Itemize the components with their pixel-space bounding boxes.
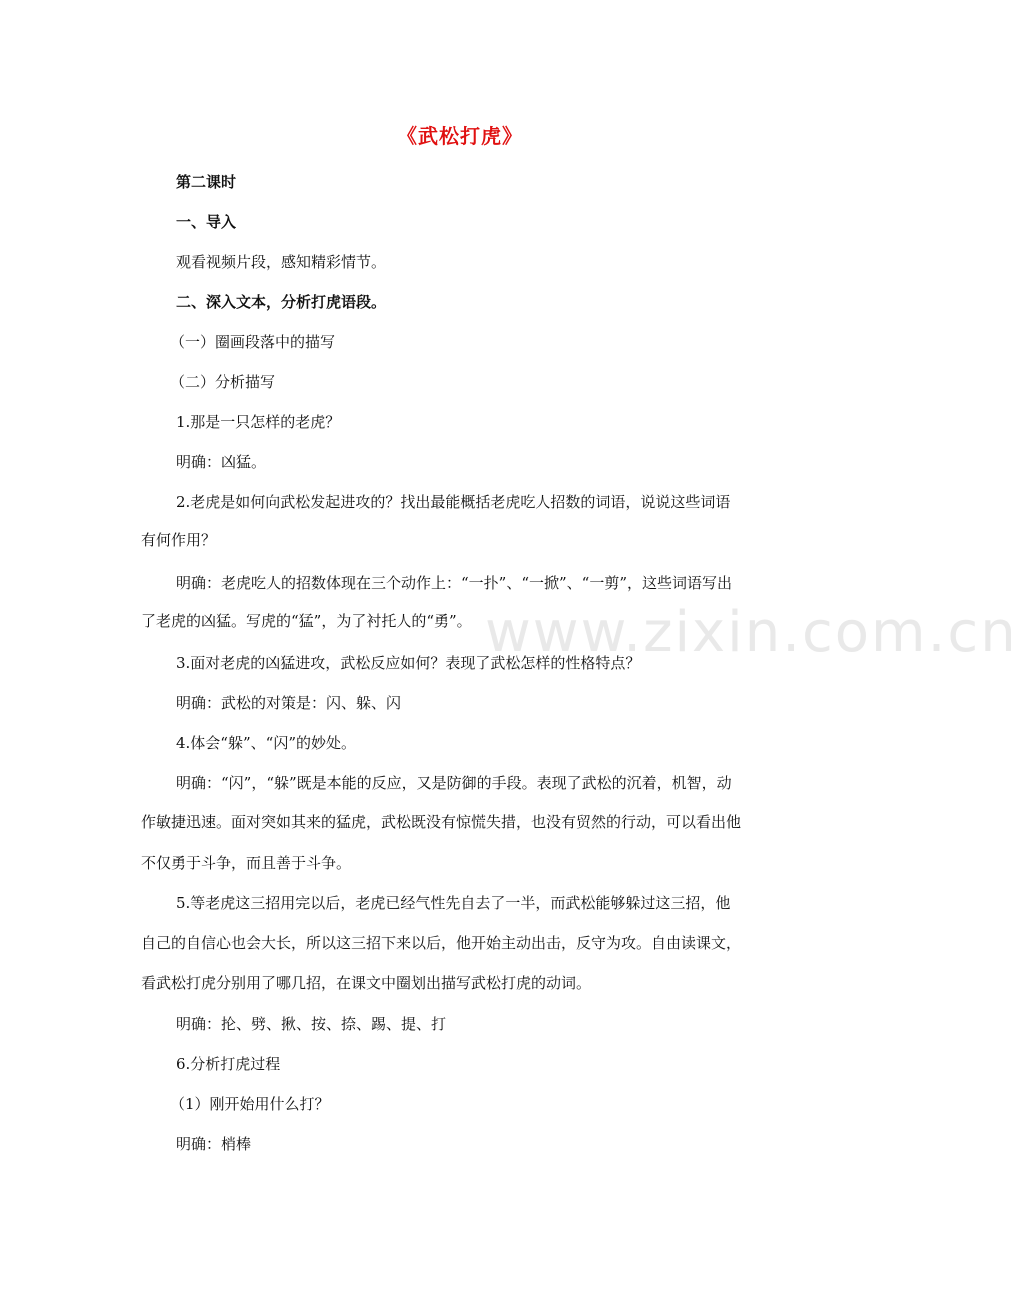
- watermark: www.zixin.com.cn: [485, 600, 1018, 665]
- answer: 明确：“闪”，“躲”既是本能的反应，又是防御的手段。表现了武松的沉着，机智，动: [176, 774, 732, 792]
- subsection-heading: （一）圈画段落中的描写: [170, 333, 336, 351]
- answer: 明确：凶猛。: [176, 453, 267, 471]
- question: 3.面对老虎的凶猛进攻，武松反应如何？表现了武松怎样的性格特点？: [176, 654, 641, 672]
- answer-continued: 作敏捷迅速。面对突如其来的猛虎，武松既没有惊慌失措，也没有贸然的行动，可以看出他: [141, 813, 742, 831]
- question-continued: 有何作用？: [141, 531, 217, 549]
- paragraph: 观看视频片段，感知精彩情节。: [176, 253, 387, 271]
- answer-continued: 了老虎的凶猛。写虎的“猛”，为了衬托人的“勇”。: [141, 612, 472, 630]
- answer-continued: 不仅勇于斗争，而且善于斗争。: [141, 854, 352, 872]
- section-heading-intro: 一、导入: [176, 213, 237, 231]
- question: 5.等老虎这三招用完以后，老虎已经气性先自去了一半，而武松能够躲过这三招，他: [176, 894, 731, 912]
- question: 2.老虎是如何向武松发起进攻的？找出最能概括老虎吃人招数的词语，说说这些词语: [176, 493, 731, 511]
- question: 4.体会“躲”、“闪”的妙处。: [176, 734, 356, 752]
- sub-question: （1）刚开始用什么打？: [170, 1095, 330, 1113]
- subsection-heading: （二）分析描写: [170, 373, 276, 391]
- question: 6.分析打虎过程: [176, 1055, 281, 1073]
- document-title: 《武松打虎》: [397, 124, 523, 148]
- answer: 明确：老虎吃人的招数体现在三个动作上：“一扑”、“一掀”、“一剪”，这些词语写出: [176, 574, 733, 592]
- lesson-heading: 第二课时: [176, 173, 237, 191]
- answer: 明确：梢棒: [176, 1135, 252, 1153]
- question: 1.那是一只怎样的老虎？: [176, 413, 341, 431]
- section-heading-analysis: 二、深入文本，分析打虎语段。: [176, 293, 387, 311]
- answer: 明确：武松的对策是：闪、躲、闪: [176, 694, 402, 712]
- question-continued: 看武松打虎分别用了哪几招，在课文中圈划出描写武松打虎的动词。: [141, 974, 592, 992]
- answer: 明确：抡、劈、揪、按、捺、踢、提、打: [176, 1015, 447, 1033]
- question-continued: 自己的自信心也会大长，所以这三招下来以后，他开始主动出击，反守为攻。自由读课文，: [141, 934, 742, 952]
